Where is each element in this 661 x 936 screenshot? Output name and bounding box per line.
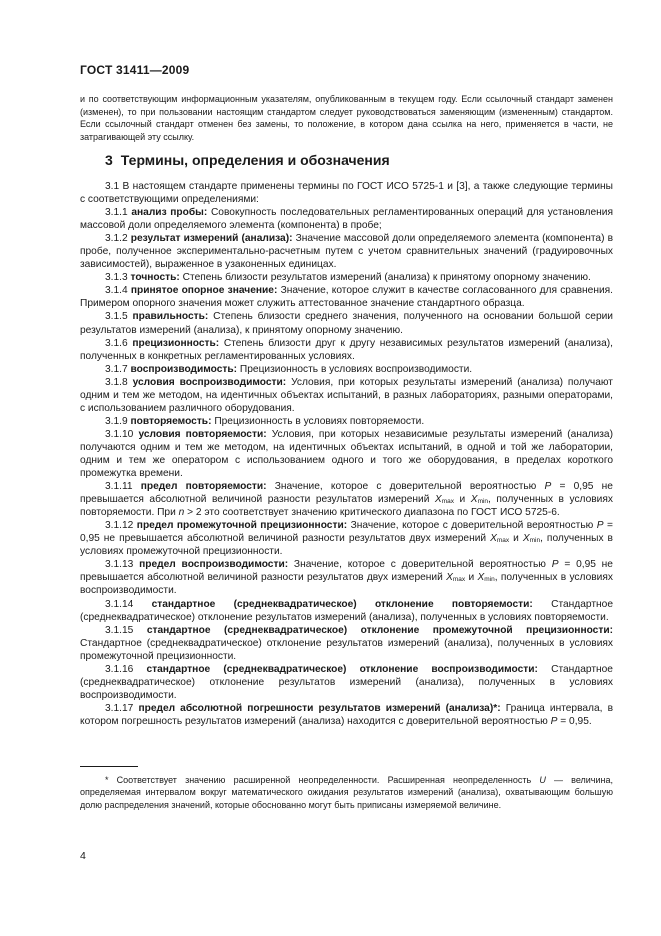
term: стандартное (среднеквадратическое) отклонение воспроизводимости: xyxy=(146,663,538,675)
definition-3-1-5: 3.1.5 правильность: Степень близости среднего значения, полученного на основании большой серии результатов измерений (анализа), к принятому опорному значению. xyxy=(80,311,613,336)
definition-3-1-10: 3.1.10 условия повторяемости: Условия, при которых независимые результаты измерений (анализа) получаются одним и тем же методом, на идентичных объектах испытаний, в одной и той же лаборатории, одним и тем же оператором с использованием одного и того же оборудования, в пределах короткого промежутка времени. xyxy=(80,428,613,480)
definition-3-1-7: 3.1.7 воспроизводимость: Прецизионность в условиях воспроизводимости. xyxy=(105,363,473,375)
definition-3-1-17: 3.1.17 предел абсолютной погрешности результатов измерений (анализа)*: Граница интервала, в котором погрешность результатов измерений (анализа) находится с доверительной вероятностью P = 0,95. xyxy=(80,702,614,727)
section-number: 3 xyxy=(105,152,113,168)
term: точность: xyxy=(130,272,180,284)
term: условия воспроизводимости: xyxy=(132,376,287,388)
term: результат измерений (анализа): xyxy=(130,233,293,245)
term: предел воспроизводимости: xyxy=(139,559,289,571)
running-header: ГОСТ 31411—2009 xyxy=(80,63,190,77)
footnote-divider xyxy=(80,766,138,767)
section-heading xyxy=(105,152,390,168)
term: стандартное (среднеквадратическое) отклонение промежуточной прецизионности: xyxy=(146,624,613,636)
definition-3-1-15: 3.1.15 стандартное (среднеквадратическое) отклонение промежуточной прецизионности: Стандартное (среднеквадратическое) отклонение результатов измерений (анализа), полученных в условиях промежуточной прецизионности. xyxy=(80,624,613,662)
definition-3-1-2: 3.1.2 результат измерений (анализа): Значение массовой доли определяемого элемента (компонента) в пробе, полученное экспериментально-расчетным путем с учетом сравнительных значений (градуировочных зависимостей), выраженное в узаконенных единицах. xyxy=(80,233,613,271)
definition-3-1-13: 3.1.13 предел воспроизводимости: Значение, которое с доверительной вероятностью P = 0,95 не превышается абсолютной величиной разности результатов двух измерений $X_{max}$ и $X_{min}$, полученных в условиях воспроизводимости. xyxy=(80,559,613,597)
definition-3-1-16: 3.1.16 стандартное (среднеквадратическое) отклонение воспроизводимости: Стандартное (среднеквадратическое) отклонение результатов измерений (анализа), полученных в условиях воспроизводимости. xyxy=(80,663,613,701)
definitions-body xyxy=(80,180,613,728)
definition-3-1: 3.1 В настоящем стандарте применены термины по ГОСТ ИСО 5725-1 и [3], а также следующие термины с соответствующими определениями: xyxy=(80,181,613,206)
section-title: Термины, определения и обозначения xyxy=(120,152,390,168)
term: стандартное (среднеквадратическое) отклонение повторяемости: xyxy=(151,598,533,610)
term: принятое опорное значение: xyxy=(130,285,278,297)
term: правильность: xyxy=(132,311,209,323)
definition-3-1-11: 3.1.11 предел повторяемости: Значение, которое с доверительной вероятностью P = 0,95 не превышается абсолютной величиной разности результатов измерений $X_{max}$ и $X_{min}$, полученных в условиях повторяемости. При n > 2 это соответствует значению критического диапазона по ГОСТ ИСО 5725-6. xyxy=(80,481,613,519)
term: условия повторяемости: xyxy=(138,428,267,440)
definition-3-1-1: 3.1.1 анализ пробы: Совокупность последовательных регламентированных операций для установления массовой доли определяемого элемента (компонента) в пробе; xyxy=(80,207,614,232)
intro-paragraph: и по соответствующим информационным указателям, опубликованным в текущем году. Если ссылочный стандарт заменен (изменен), то при пользовании настоящим стандартом следует руководствоваться заменяющим (измененным) стандартом. Если ссылочный стандарт отменен без замены, то положение, в котором дана ссылка на него, применяется в части, не затрагивающей эту ссылку. xyxy=(80,94,613,142)
term: анализ пробы: xyxy=(131,207,208,219)
term: воспроизводимость: xyxy=(130,363,238,375)
definition-3-1-4: 3.1.4 принятое опорное значение: Значение, которое служит в качестве согласованного для сравнения. Примером опорного значения может служить аттестованное значение стандартного образца. xyxy=(80,285,613,310)
term: предел абсолютной погрешности результатов измерений (анализа)*: xyxy=(138,702,501,714)
definition-3-1-12: 3.1.12 предел промежуточной прецизионности: Значение, которое с доверительной вероятностью P = 0,95 не превышается абсолютной величиной разности результатов двух измерений $X_{max}$ и $X_{min}$, полученных в условиях промежуточной прецизионности. xyxy=(80,520,613,558)
page-number: 4 xyxy=(80,850,86,862)
term: прецизионность: xyxy=(132,337,220,349)
term: предел повторяемости: xyxy=(140,481,267,493)
footnote: * Соответствует значению расширенной неопределенности. Расширенная неопределенность U — величина, определяемая интервалом вокруг математического ожидания результатов измерений (анализа), охватывающим большую долю распределения значений, которые обоснованно могут быть приписаны измеряемой величине. xyxy=(80,775,613,810)
definition-3-1-3: 3.1.3 точность: Степень близости результатов измерений (анализа) к принятому опорному значению. xyxy=(105,272,591,284)
term: предел промежуточной прецизионности: xyxy=(136,520,348,532)
definition-3-1-9: 3.1.9 повторяемость: Прецизионность в условиях повторяемости. xyxy=(105,415,425,427)
definition-3-1-14: 3.1.14 стандартное (среднеквадратическое) отклонение повторяемости: Стандартное (среднеквадратическое) отклонение результатов измерений (анализа), полученных в условиях повторяемости. xyxy=(80,598,613,623)
term: повторяемость: xyxy=(130,415,212,427)
definition-3-1-6: 3.1.6 прецизионность: Степень близости друг к другу независимых результатов измерений (анализа), полученных в конкретных регламентированных условиях. xyxy=(80,337,613,362)
definition-3-1-8: 3.1.8 условия воспроизводимости: Условия, при которых результаты измерений (анализа) получают одним и тем же методом, на идентичных объектах испытаний, в разных лабораториях, разными операторами, с использованием различного оборудования. xyxy=(80,376,613,414)
